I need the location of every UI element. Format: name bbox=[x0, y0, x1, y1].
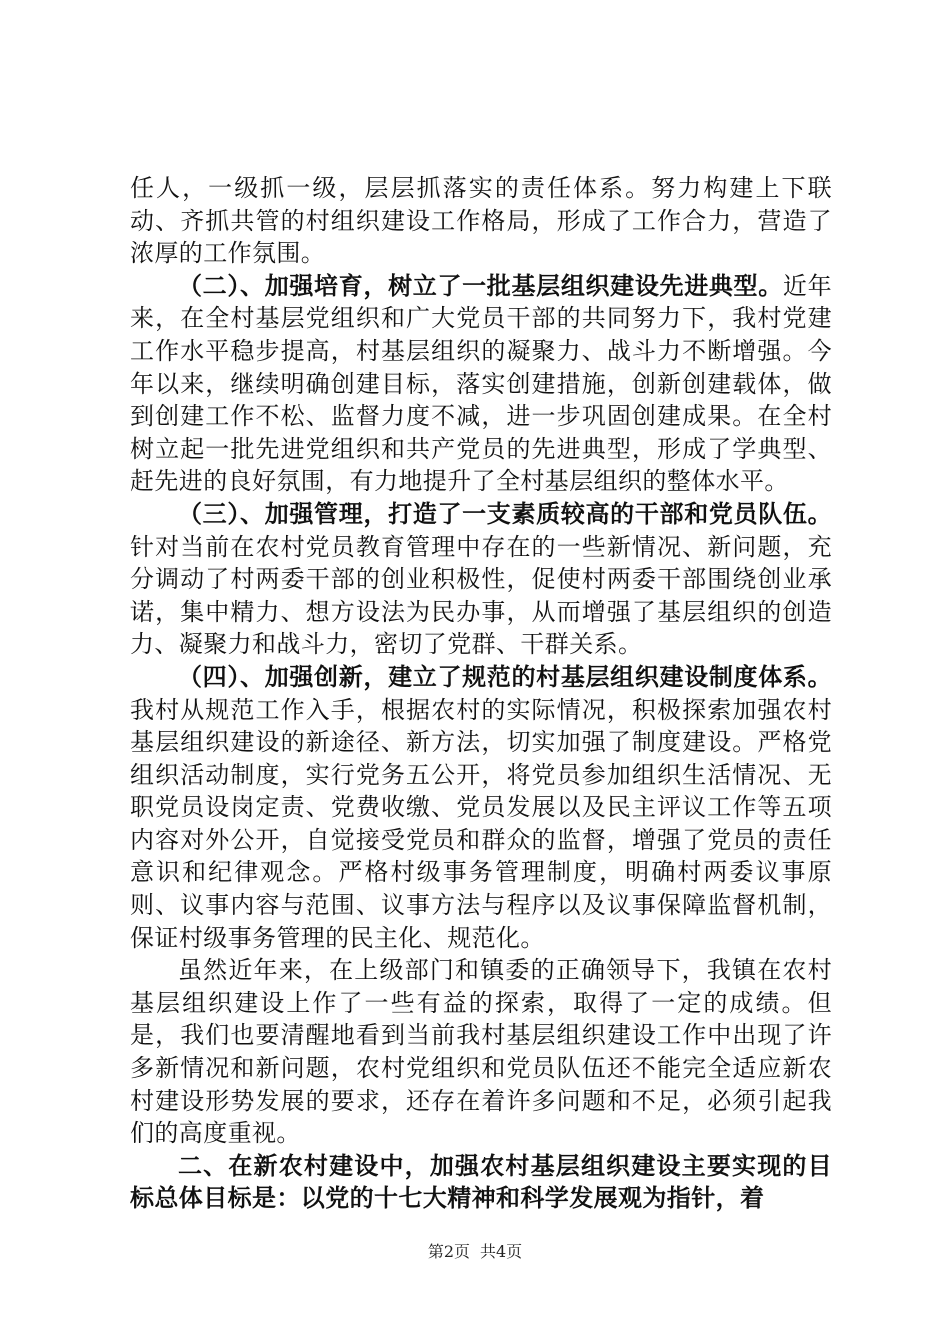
section-heading-2: （二）、加强培育，树立了一批基层组织建设先进典型。 bbox=[178, 270, 783, 300]
paragraph-5 bbox=[130, 954, 832, 1150]
page-total: 共4页 bbox=[480, 1242, 523, 1261]
document-body bbox=[130, 172, 832, 1215]
paragraph-2-text: 近年来，在全村基层党组织和广大党员干部的共同努力下，我村党建工作水平稳步提高，村基层组织的凝聚力、战斗力不断增强。今年以来，继续明确创建目标，落实创建措施，创新创建载体，做到创建工作不松、监督力度不减，进一步巩固创建成果。在全村树立起一批先进党组织和共产党员的先进典型，形成了学典型、赶先进的良好氛围，有力地提升了全村基层组织的整体水平。 bbox=[130, 271, 832, 496]
paragraph-4-text: 我村从规范工作入手，根据农村的实际情况，积极探索加强农村基层组织建设的新途径、新方法，切实加强了制度建设。严格党组织活动制度，实行党务五公开，将党员参加组织生活情况、无职党员设岗定责、党费收缴、党员发展以及民主评议工作等五项内容对外公开，自觉接受党员和群众的监督，增强了党员的责任意识和纪律观念。严格村级事务管理制度，明确村两委议事原则、议事内容与范围、议事方法与程序以及议事保障监督机制，保证村级事务管理的民主化、规范化。 bbox=[130, 695, 832, 952]
section-heading-6: 二、在新农村建设中，加强农村基层组织建设主要实现的目标总体目标是：以党的十七大精神和科学发展观为指针，着 bbox=[130, 1150, 832, 1213]
paragraph-1-text: 任人，一级抓一级，层层抓落实的责任体系。努力构建上下联动、齐抓共管的村组织建设工作格局，形成了工作合力，营造了浓厚的工作氛围。 bbox=[130, 174, 832, 268]
paragraph-4 bbox=[130, 661, 832, 954]
paragraph-5-text: 虽然近年来，在上级部门和镇委的正确领导下，我镇在农村基层组织建设上作了一些有益的探索，取得了一定的成绩。但是，我们也要清醒地看到当前我村基层组织建设工作中出现了许多新情况和新问题，农村党组织和党员队伍还不能完全适应新农村建设形势发展的要求，还存在着许多问题和不足，必须引起我们的高度重视。 bbox=[130, 956, 832, 1148]
paragraph-6 bbox=[130, 1150, 832, 1215]
section-heading-4: （四）、加强创新，建立了规范的村基层组织建设制度体系。 bbox=[178, 661, 832, 691]
page-number: 第2页 bbox=[427, 1242, 470, 1261]
paragraph-2 bbox=[130, 270, 832, 498]
section-heading-3: （三）、加强管理，打造了一支素质较高的干部和党员队伍。 bbox=[178, 498, 832, 528]
page-footer bbox=[0, 1242, 950, 1262]
paragraph-3 bbox=[130, 498, 832, 661]
paragraph-3-text: 针对当前在农村党员教育管理中存在的一些新情况、新问题，充分调动了村两委干部的创业积极性，促使村两委干部围绕创业承诺，集中精力、想方设法为民办事，从而增强了基层组织的创造力、凝聚力和战斗力，密切了党群、干群关系。 bbox=[130, 532, 832, 659]
paragraph-1 bbox=[130, 172, 832, 270]
